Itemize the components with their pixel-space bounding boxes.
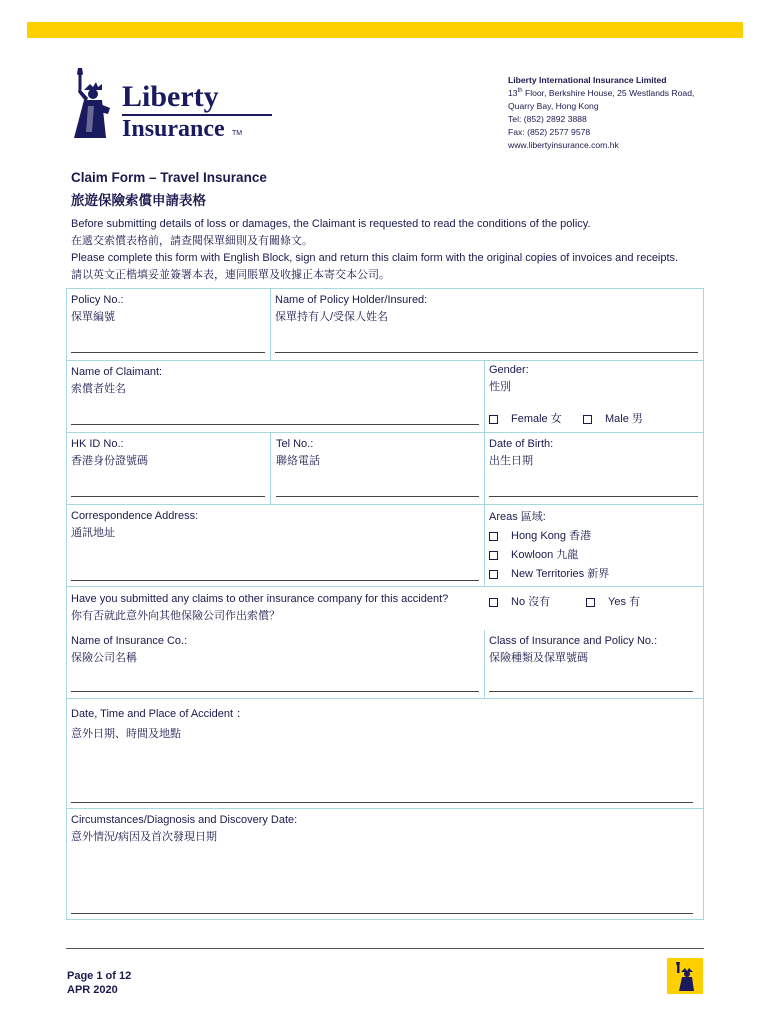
logo-wordmark-insurance: Insurance: [122, 116, 225, 142]
logo-trademark: TM: [232, 130, 243, 137]
row-divider: [66, 432, 704, 433]
accident-label: [71, 706, 247, 743]
column-divider: [484, 504, 485, 586]
intro-line: 請以英文正楷填妥並簽署本表，連同賬單及收據正本寄交本公司。: [71, 269, 390, 281]
address-label-en: Correspondence Address:: [71, 510, 199, 522]
circumstances-label: [71, 812, 297, 846]
company-details: [508, 74, 694, 152]
intro-instructions: [71, 216, 711, 284]
column-divider: [270, 288, 271, 360]
accident-label-en: Date, Time and Place of Accident ：: [71, 708, 248, 720]
policy-no-label-en: Policy No.:: [71, 294, 124, 306]
page-number: Page 1 of 12: [67, 970, 132, 982]
address-label: [71, 508, 198, 542]
tel-field[interactable]: [276, 496, 479, 497]
insurer-name-field[interactable]: [71, 691, 479, 692]
checkbox-icon[interactable]: [489, 551, 498, 560]
footer-page-info: [67, 969, 131, 997]
row-divider: [66, 586, 704, 587]
address-floor-suffix: th: [517, 88, 523, 95]
claimant-label-en: Name of Claimant:: [71, 366, 163, 378]
company-fax: Fax: (852) 2577 9578: [508, 127, 591, 137]
accident-label-zh: 意外日期、時間及地點: [71, 728, 181, 740]
holder-label: [275, 292, 427, 326]
area-hong-kong-label: Hong Kong 香港: [511, 530, 592, 542]
gender-male-label: Male 男: [605, 413, 643, 425]
claimant-name-field[interactable]: [71, 424, 479, 425]
dob-label-zh: 出生日期: [489, 455, 533, 467]
company-website[interactable]: www.libertyinsurance.com.hk: [508, 140, 619, 150]
liberty-logo: [66, 66, 256, 146]
gender-female-checkbox[interactable]: [489, 412, 562, 426]
intro-line: Please complete this form with English Block, sign and return this claim form with the original copies of invoices and receipts.: [71, 252, 679, 264]
column-divider: [484, 630, 485, 698]
statue-badge-icon: [667, 958, 703, 994]
checkbox-icon[interactable]: [586, 598, 595, 607]
intro-line: Before submitting details of loss or damages, the Claimant is requested to read the conditions of the policy.: [71, 218, 591, 230]
dob-label: [489, 436, 553, 470]
address-street: Floor, Berkshire House, 25 Westlands Road,: [522, 88, 695, 98]
area-kowloon-checkbox[interactable]: [489, 548, 578, 562]
column-divider: [484, 360, 485, 432]
circumstances-field[interactable]: [71, 913, 693, 914]
policy-no-label: [71, 292, 124, 326]
column-divider: [270, 432, 271, 504]
other-claims-question-en: Have you submitted any claims to other insurance company for this accident?: [71, 593, 449, 605]
area-hong-kong-checkbox[interactable]: [489, 529, 591, 543]
insurer-label-zh: 保險公司名稱: [71, 652, 137, 664]
hkid-label: [71, 436, 148, 470]
other-claims-question: [71, 591, 448, 625]
holder-label-en: Name of Policy Holder/Insured:: [275, 294, 428, 306]
company-tel: Tel: (852) 2892 3888: [508, 114, 587, 124]
top-accent-bar: [27, 22, 743, 38]
hkid-field[interactable]: [71, 496, 265, 497]
insurer-label-en: Name of Insurance Co.:: [71, 635, 188, 647]
insurer-label: [71, 633, 187, 667]
checkbox-icon[interactable]: [489, 570, 498, 579]
circumstances-label-en: Circumstances/Diagnosis and Discovery Date:: [71, 814, 298, 826]
logo-wordmark-liberty: Liberty: [122, 80, 219, 113]
checkbox-icon[interactable]: [583, 415, 592, 424]
circumstances-label-zh: 意外情況/病因及首次發現日期: [71, 831, 218, 843]
policy-no-field[interactable]: [71, 352, 265, 353]
policy-no-label-zh: 保單編號: [71, 311, 115, 323]
gender-label-zh: 性別: [489, 381, 511, 393]
form-title-zh: 旅遊保險索償申請表格: [71, 193, 206, 208]
areas-label: Areas 區域:: [489, 511, 546, 523]
checkbox-icon[interactable]: [489, 415, 498, 424]
class-policy-field[interactable]: [489, 691, 693, 692]
tel-label: [276, 436, 320, 470]
column-divider: [484, 432, 485, 504]
holder-name-field[interactable]: [275, 352, 698, 353]
dob-label-en: Date of Birth:: [489, 438, 554, 450]
form-title-en: Claim Form – Travel Insurance: [71, 170, 267, 185]
area-kowloon-label: Kowloon 九龍: [511, 549, 579, 561]
area-new-territories-checkbox[interactable]: [489, 567, 609, 581]
gender-label-en: Gender:: [489, 364, 529, 376]
liberty-badge-icon: [667, 958, 703, 994]
other-claims-yes-checkbox[interactable]: [586, 595, 640, 609]
area-new-territories-label: New Territories 新界: [511, 568, 610, 580]
row-divider: [66, 504, 704, 505]
other-claims-no-checkbox[interactable]: [489, 595, 550, 609]
row-divider: [66, 698, 704, 699]
statue-of-liberty-icon: [66, 66, 118, 140]
tel-label-en: Tel No.:: [276, 438, 314, 450]
accident-details-field[interactable]: [71, 802, 693, 803]
address-field[interactable]: [71, 580, 479, 581]
class-label: [489, 633, 657, 667]
claimant-label-zh: 索償者姓名: [71, 383, 126, 395]
checkbox-icon[interactable]: [489, 532, 498, 541]
class-label-en: Class of Insurance and Policy No.:: [489, 635, 658, 647]
class-label-zh: 保險種類及保單號碼: [489, 652, 588, 664]
company-name: Liberty International Insurance Limited: [508, 75, 667, 85]
row-divider: [66, 808, 704, 809]
company-address-line2: Quarry Bay, Hong Kong: [508, 101, 599, 111]
gender-label: [489, 362, 529, 396]
intro-line: 在遞交索償表格前，請查閱保單細則及有關條文。: [71, 235, 313, 247]
holder-label-zh: 保單持有人/受保人姓名: [275, 311, 389, 323]
footer-rule: [66, 948, 704, 949]
hkid-label-en: HK ID No.:: [71, 438, 124, 450]
address-floor: 13: [508, 88, 518, 98]
other-claims-yes-label: Yes 有: [608, 596, 641, 608]
gender-female-label: Female 女: [511, 413, 562, 425]
gender-male-checkbox[interactable]: [583, 412, 643, 426]
hkid-label-zh: 香港身份證號碼: [71, 455, 148, 467]
form-version-date: APR 2020: [67, 984, 118, 996]
dob-field[interactable]: [489, 496, 698, 497]
tel-label-zh: 聯絡電話: [276, 455, 320, 467]
claimant-label: [71, 364, 162, 398]
row-divider: [66, 360, 704, 361]
company-address-line1: [508, 87, 694, 100]
other-claims-question-zh: 你有否就此意外向其他保險公司作出索償？: [71, 610, 280, 622]
checkbox-icon[interactable]: [489, 598, 498, 607]
address-label-zh: 通訊地址: [71, 527, 115, 539]
other-claims-no-label: No 沒有: [511, 596, 551, 608]
